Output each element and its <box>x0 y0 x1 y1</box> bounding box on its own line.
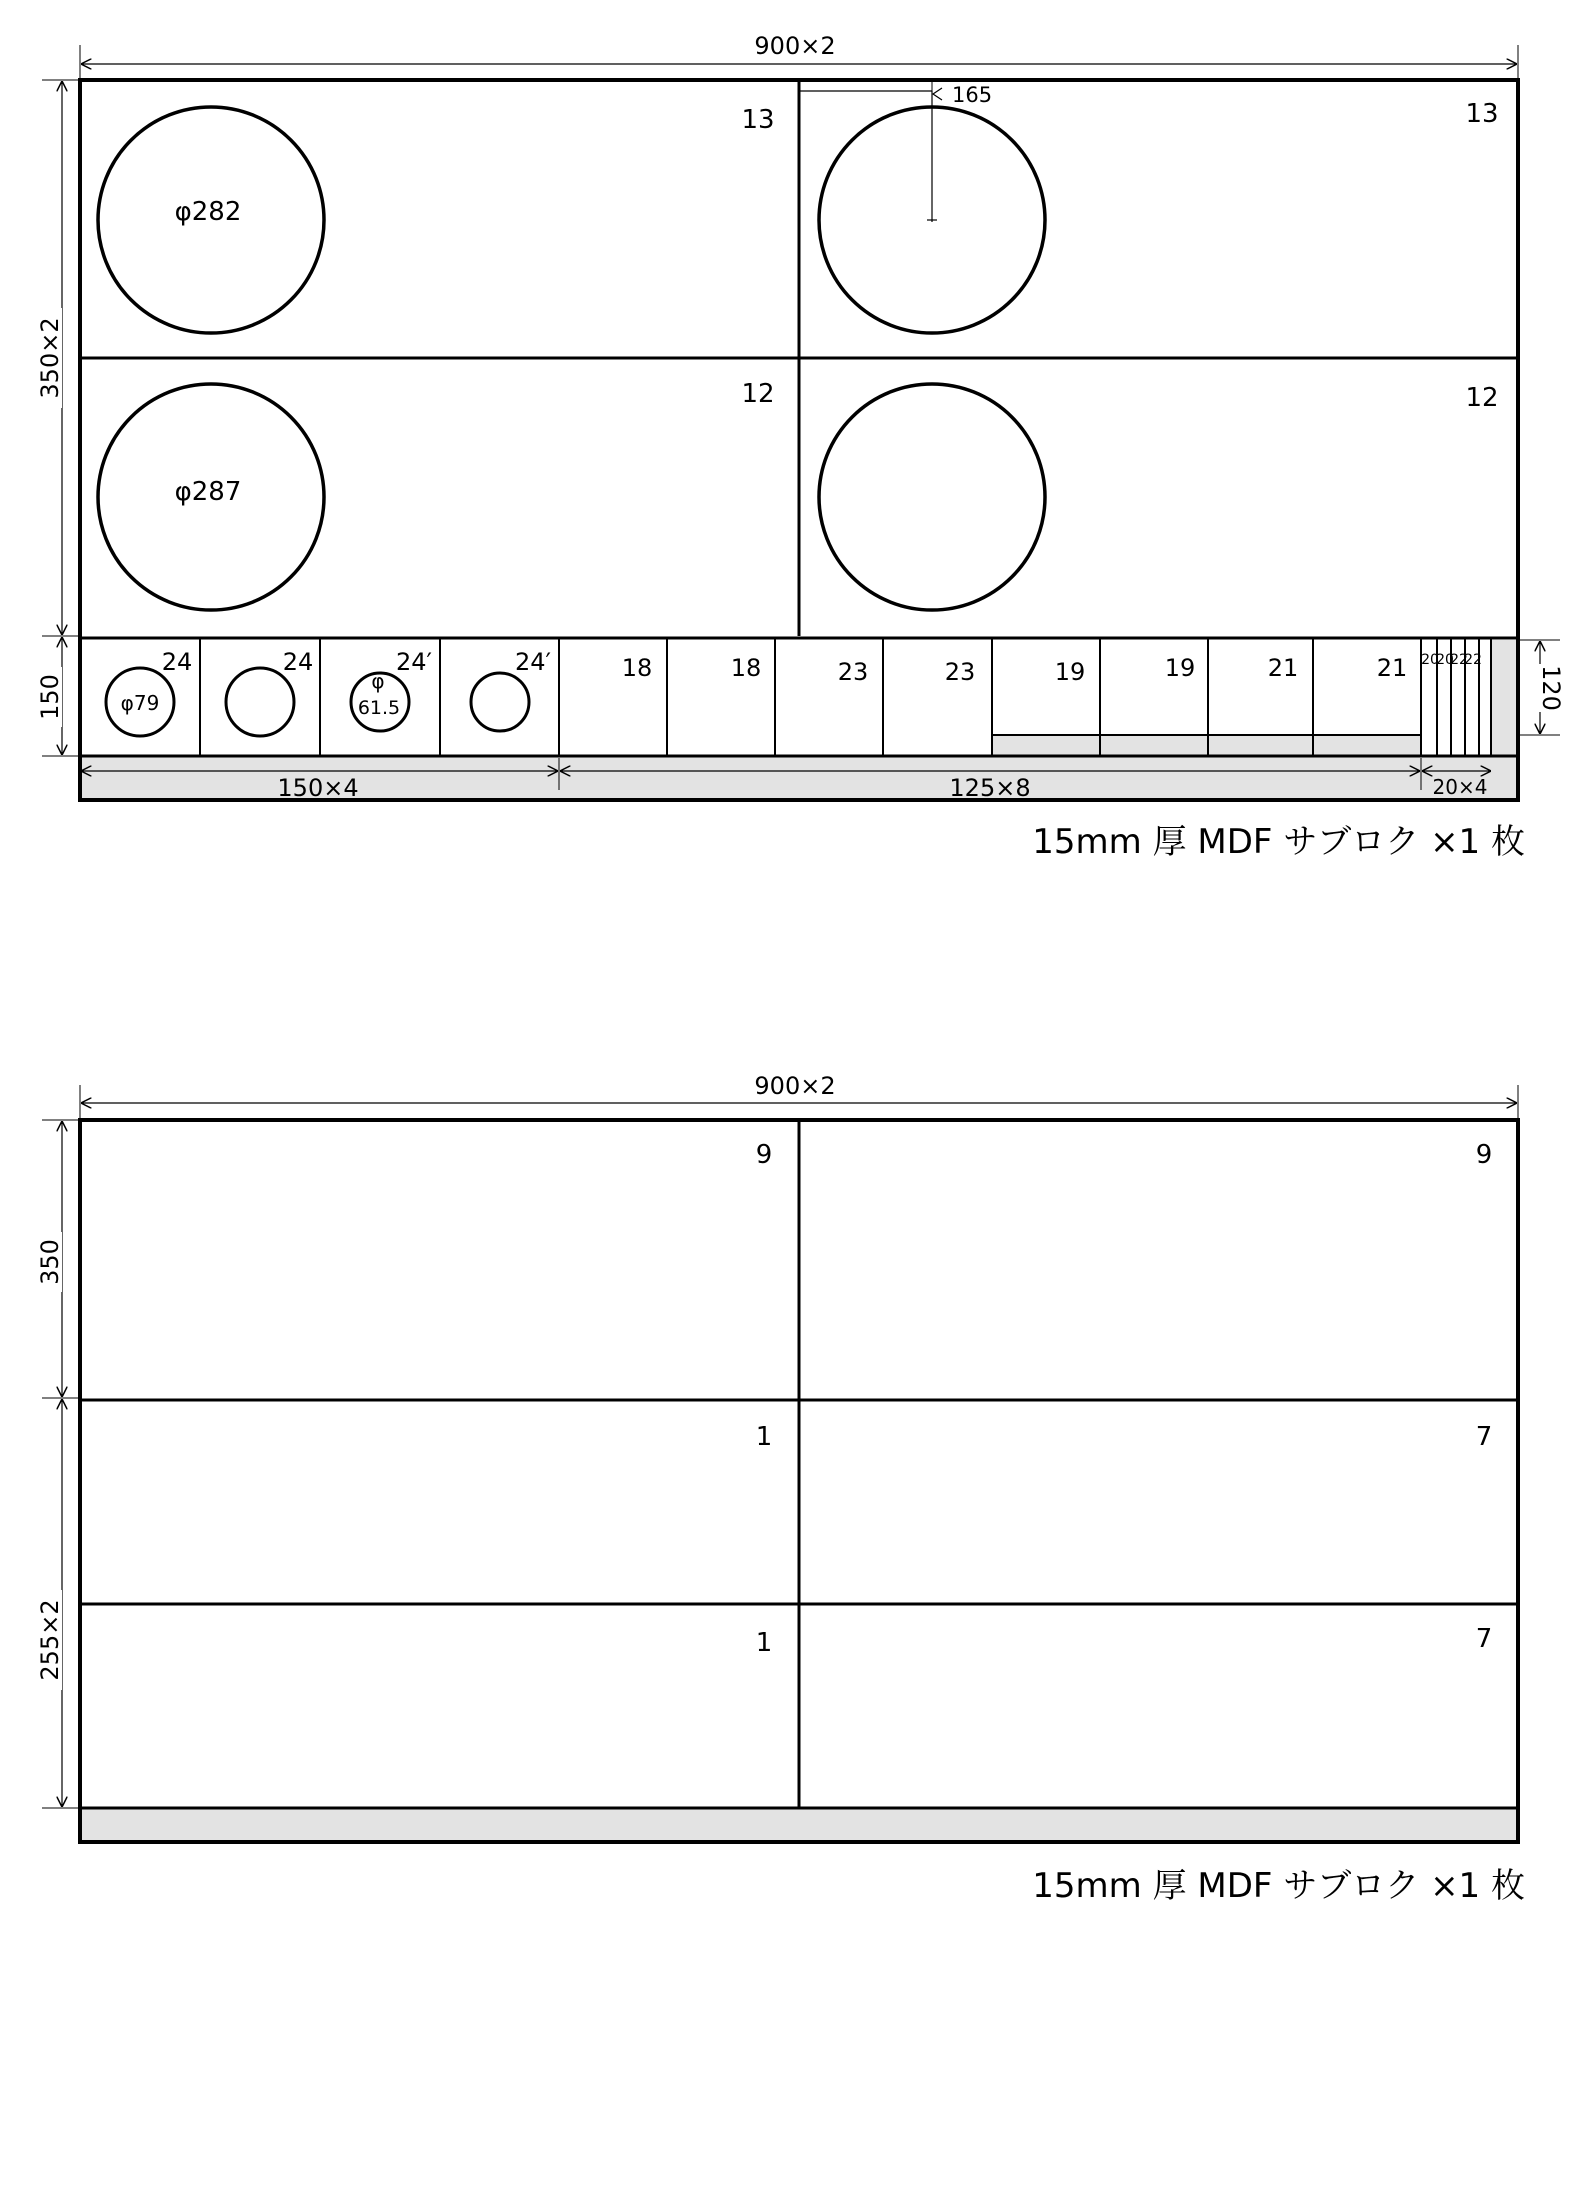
sheet-1-right-dim-label: 120 <box>1537 665 1565 711</box>
strip-label: 19 <box>1164 654 1196 682</box>
strip-label: 24 <box>161 648 193 676</box>
sheet-2-caption: 15mm 厚 MDF サブロク ×1 枚 <box>1032 1866 1525 1906</box>
sheet-1-left-dimensions <box>34 80 80 756</box>
panel-label-tr: 13 <box>1465 99 1499 129</box>
sheet-2-bottom-height-label: 255×2 <box>36 1599 64 1681</box>
label-phi61-5-symbol: φ <box>371 669 385 693</box>
circle-right-bottom <box>819 384 1045 610</box>
panel-label-br: 12 <box>1465 383 1499 413</box>
sheet-1 <box>34 30 1565 862</box>
sheet-2-panel-label: 1 <box>755 1628 773 1658</box>
strip-label: 23 <box>944 658 976 686</box>
label-phi287: φ287 <box>174 477 242 507</box>
strip-label: 24 <box>282 648 314 676</box>
panel-label-bl: 12 <box>741 379 775 409</box>
sheet-1-caption: 15mm 厚 MDF サブロク ×1 枚 <box>1032 822 1525 862</box>
strip-label: 21 <box>1267 654 1299 682</box>
sheet-2-width-dimension <box>80 1070 1518 1120</box>
label-phi282: φ282 <box>174 197 242 227</box>
sheet-1-width-label: 900×2 <box>754 32 836 60</box>
sheet-1-width-dimension <box>80 30 1518 80</box>
offcut-under-19-21 <box>992 735 1421 756</box>
radius-label: 165 <box>952 83 993 107</box>
sheet-2-panel-label: 9 <box>755 1140 773 1170</box>
dim-20x4: 20×4 <box>1432 775 1488 799</box>
sheet-2-width-label: 900×2 <box>754 1072 836 1100</box>
strip-label: 18 <box>621 654 653 682</box>
sheet-2-panel-label: 9 <box>1475 1140 1493 1170</box>
sheet-2-panel-label: 7 <box>1475 1624 1493 1654</box>
radius-dimension <box>799 82 992 222</box>
sheet-2-panel-label: 7 <box>1475 1422 1493 1452</box>
narrow-label: 22 <box>1450 652 1468 668</box>
narrow-label: 20 <box>1421 652 1439 668</box>
sheet-2-offcut <box>80 1808 1518 1842</box>
strip-label: 23 <box>837 658 869 686</box>
sheet-1-strip-height-label: 150 <box>36 674 64 720</box>
label-phi61-5-value: 61.5 <box>357 697 401 719</box>
strip-label: 24′ <box>396 648 432 676</box>
sheet-1-height-label: 350×2 <box>36 317 64 399</box>
sheet-2 <box>34 1070 1525 1906</box>
strip-label: 24′ <box>515 648 551 676</box>
strip-label: 18 <box>730 654 762 682</box>
dim-150x4: 150×4 <box>277 774 359 802</box>
sheet-2-panel-label: 1 <box>755 1422 773 1452</box>
narrow-label: 20 <box>1436 652 1454 668</box>
strip-label: 21 <box>1376 654 1408 682</box>
label-phi79: φ79 <box>120 691 160 715</box>
circle-strip-2 <box>226 668 294 736</box>
sheet-2-left-dimensions <box>34 1120 80 1808</box>
offcut-right-end <box>1491 640 1518 756</box>
strip-label: 19 <box>1054 658 1086 686</box>
dim-125x8: 125×8 <box>949 774 1031 802</box>
sheet-2-top-height-label: 350 <box>36 1239 64 1285</box>
circle-strip-4 <box>471 673 529 731</box>
panel-label-tl: 13 <box>741 105 775 135</box>
narrow-label: 22 <box>1464 652 1482 668</box>
sheet-1-right-dimension <box>1518 640 1565 735</box>
